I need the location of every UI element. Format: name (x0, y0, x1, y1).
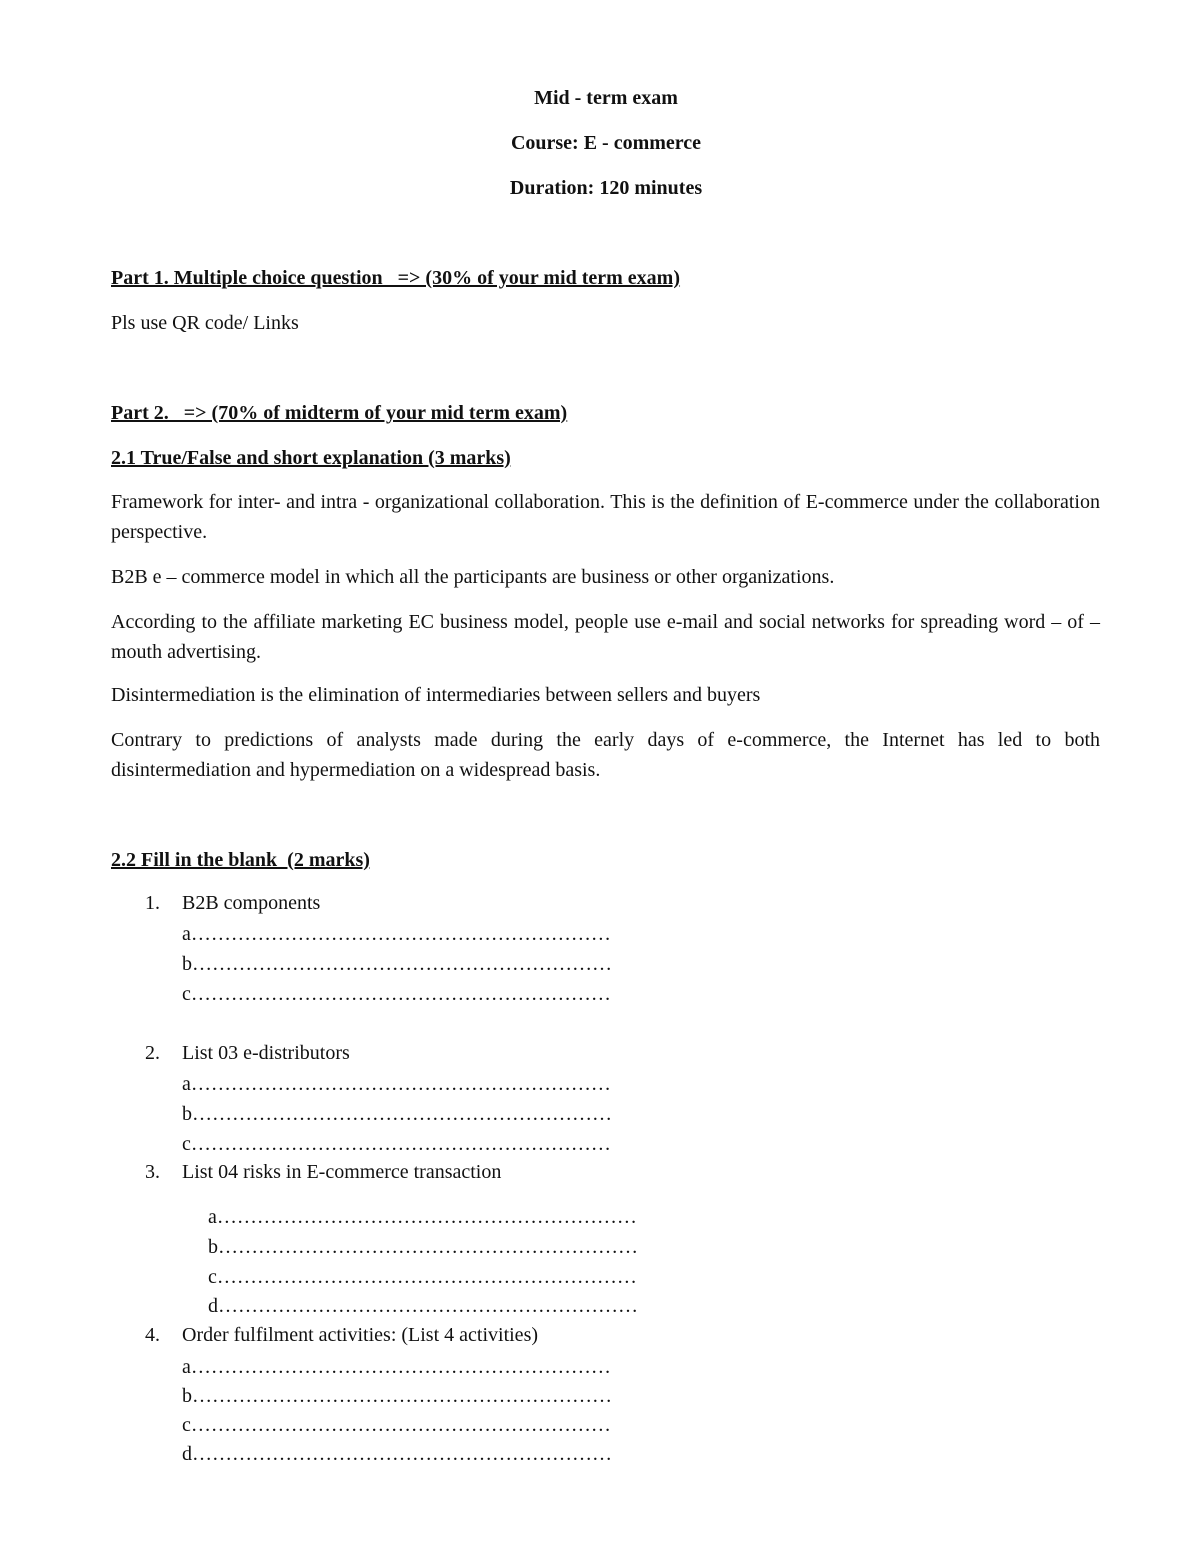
exam-title: Mid - term exam (534, 87, 678, 109)
answer-blank-4b[interactable]: b……………………………………………………… (182, 1385, 612, 1407)
statement-1: Framework for inter- and intra - organizational collaboration. This is the definition of E-commerce under the collaboration perspective. (111, 491, 1100, 543)
question-3 (145, 1160, 501, 1184)
answer-blank-3d[interactable]: d……………………………………………………… (208, 1295, 638, 1317)
question-label: List 04 risks in E-commerce transaction (182, 1161, 502, 1183)
question-2 (145, 1041, 350, 1065)
statement-2: B2B e – commerce model in which all the participants are business or other organizations. (111, 566, 835, 588)
statement-4: Disintermediation is the elimination of intermediaries between sellers and buyers (111, 684, 761, 706)
answer-blank-3a[interactable]: a……………………………………………………… (208, 1206, 637, 1228)
question-number: 3. (145, 1161, 160, 1183)
exam-duration: Duration: 120 minutes (509, 177, 703, 199)
question-label: Order fulfilment activities: (List 4 activities) (182, 1324, 539, 1346)
statement-3: According to the affiliate marketing EC business model, people use e-mail and social networks for spreading word – of – mouth advertising. (111, 611, 1100, 663)
answer-blank-3c[interactable]: c……………………………………………………… (208, 1266, 637, 1288)
answer-blank-1a[interactable]: a……………………………………………………… (182, 923, 611, 945)
question-number: 4. (145, 1324, 160, 1346)
question-number: 1. (145, 892, 160, 914)
section-2-2-heading: 2.2 Fill in the blank (2 marks) (111, 849, 370, 871)
answer-blank-3b[interactable]: b……………………………………………………… (208, 1236, 638, 1258)
answer-blank-4c[interactable]: c……………………………………………………… (182, 1414, 611, 1436)
answer-blank-4d[interactable]: d……………………………………………………… (182, 1443, 612, 1465)
part1-heading: Part 1. Multiple choice question => (30% of your mid term exam) (111, 267, 681, 289)
question-label: B2B components (182, 892, 321, 914)
answer-blank-1b[interactable]: b……………………………………………………… (182, 953, 612, 975)
answer-blank-2b[interactable]: b……………………………………………………… (182, 1103, 612, 1125)
part1-instruction: Pls use QR code/ Links (111, 312, 299, 334)
course-name: Course: E - commerce (510, 132, 702, 154)
answer-blank-2a[interactable]: a……………………………………………………… (182, 1073, 611, 1095)
section-2-1-heading: 2.1 True/False and short explanation (3 marks) (111, 447, 511, 469)
question-number: 2. (145, 1042, 160, 1064)
question-4 (145, 1323, 538, 1347)
statement-5: Contrary to predictions of analysts made during the early days of e-commerce, the Internet has led to both disintermediation and hypermediation on a widespread basis. (111, 729, 1100, 781)
part2-heading: Part 2. => (70% of midterm of your mid term exam) (111, 402, 568, 424)
question-1 (145, 891, 320, 915)
answer-blank-2c[interactable]: c……………………………………………………… (182, 1133, 611, 1155)
answer-blank-4a[interactable]: a……………………………………………………… (182, 1356, 611, 1378)
question-label: List 03 e-distributors (182, 1042, 350, 1064)
answer-blank-1c[interactable]: c……………………………………………………… (182, 983, 611, 1005)
